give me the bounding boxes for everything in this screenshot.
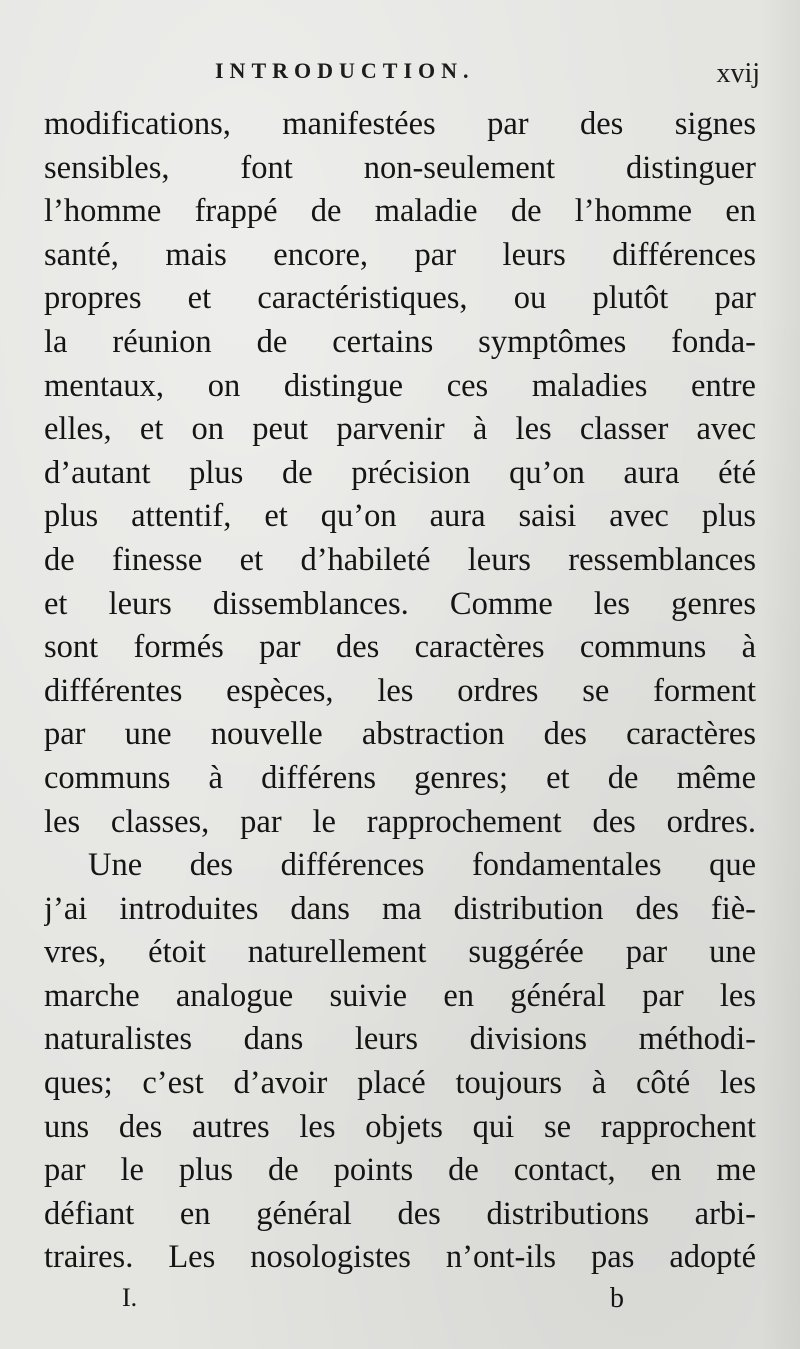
text-line: la réunion de certains symptômes fonda- [44,323,756,360]
text-line: plus attentif, et qu’on aura saisi avec plus [44,498,756,535]
running-head: INTRODUCTION. [215,58,475,83]
text-line: différentes espèces, les ordres se forment [44,672,756,709]
text-line: uns des autres les objets qui se rapprochent [44,1108,756,1145]
text-line: par le plus de points de contact, en me [44,1152,756,1189]
text-line: vres, étoit naturellement suggérée par une [44,934,756,971]
text-line: l’homme frappé de maladie de l’homme en [44,193,756,230]
text-line: ques; c’est d’avoir placé toujours à côté les [44,1065,756,1102]
text-line: de finesse et d’habileté leurs ressemblances [44,541,756,578]
text-line: communs à différens genres; et de même [44,759,756,796]
page-footer [40,1283,760,1323]
text-line: elles, et on peut parvenir à les classer avec [44,411,756,448]
text-line: santé, mais encore, par leurs différences [44,236,756,273]
page-number: xvij [716,58,760,89]
text-line: j’ai introduites dans ma distribution des fiè- [44,890,756,927]
text-line: marche analogue suivie en général par les [44,977,756,1014]
text-line: les classes, par le rapprochement des ordres. [44,803,756,840]
text-line: d’autant plus de précision qu’on aura été [44,454,756,491]
text-line: naturalistes dans leurs divisions méthodi- [44,1021,756,1058]
signature-letter: b [610,1283,624,1314]
text-line: mentaux, on distingue ces maladies entre [44,367,756,404]
text-line: modifications, manifestées par des signes [44,106,756,142]
text-line: propres et caractéristiques, ou plutôt par [44,280,756,317]
paragraph-first-line: Une des différences fondamentales que [88,847,756,884]
text-line: sensibles, font non-seulement distinguer [44,149,756,186]
page-header [40,58,760,98]
body-text [44,103,756,1280]
text-line: défiant en général des distributions arbi- [44,1195,756,1232]
signature-numeral: I. [122,1283,138,1312]
text-line: traires. Les nosologistes n’ont-ils pas adopté [44,1239,756,1276]
text-line: et leurs dissemblances. Comme les genres [44,585,756,622]
text-line: sont formés par des caractères communs à [44,629,756,666]
text-line: par une nouvelle abstraction des caractères [44,716,756,753]
page-edge-shadow [760,0,800,1349]
